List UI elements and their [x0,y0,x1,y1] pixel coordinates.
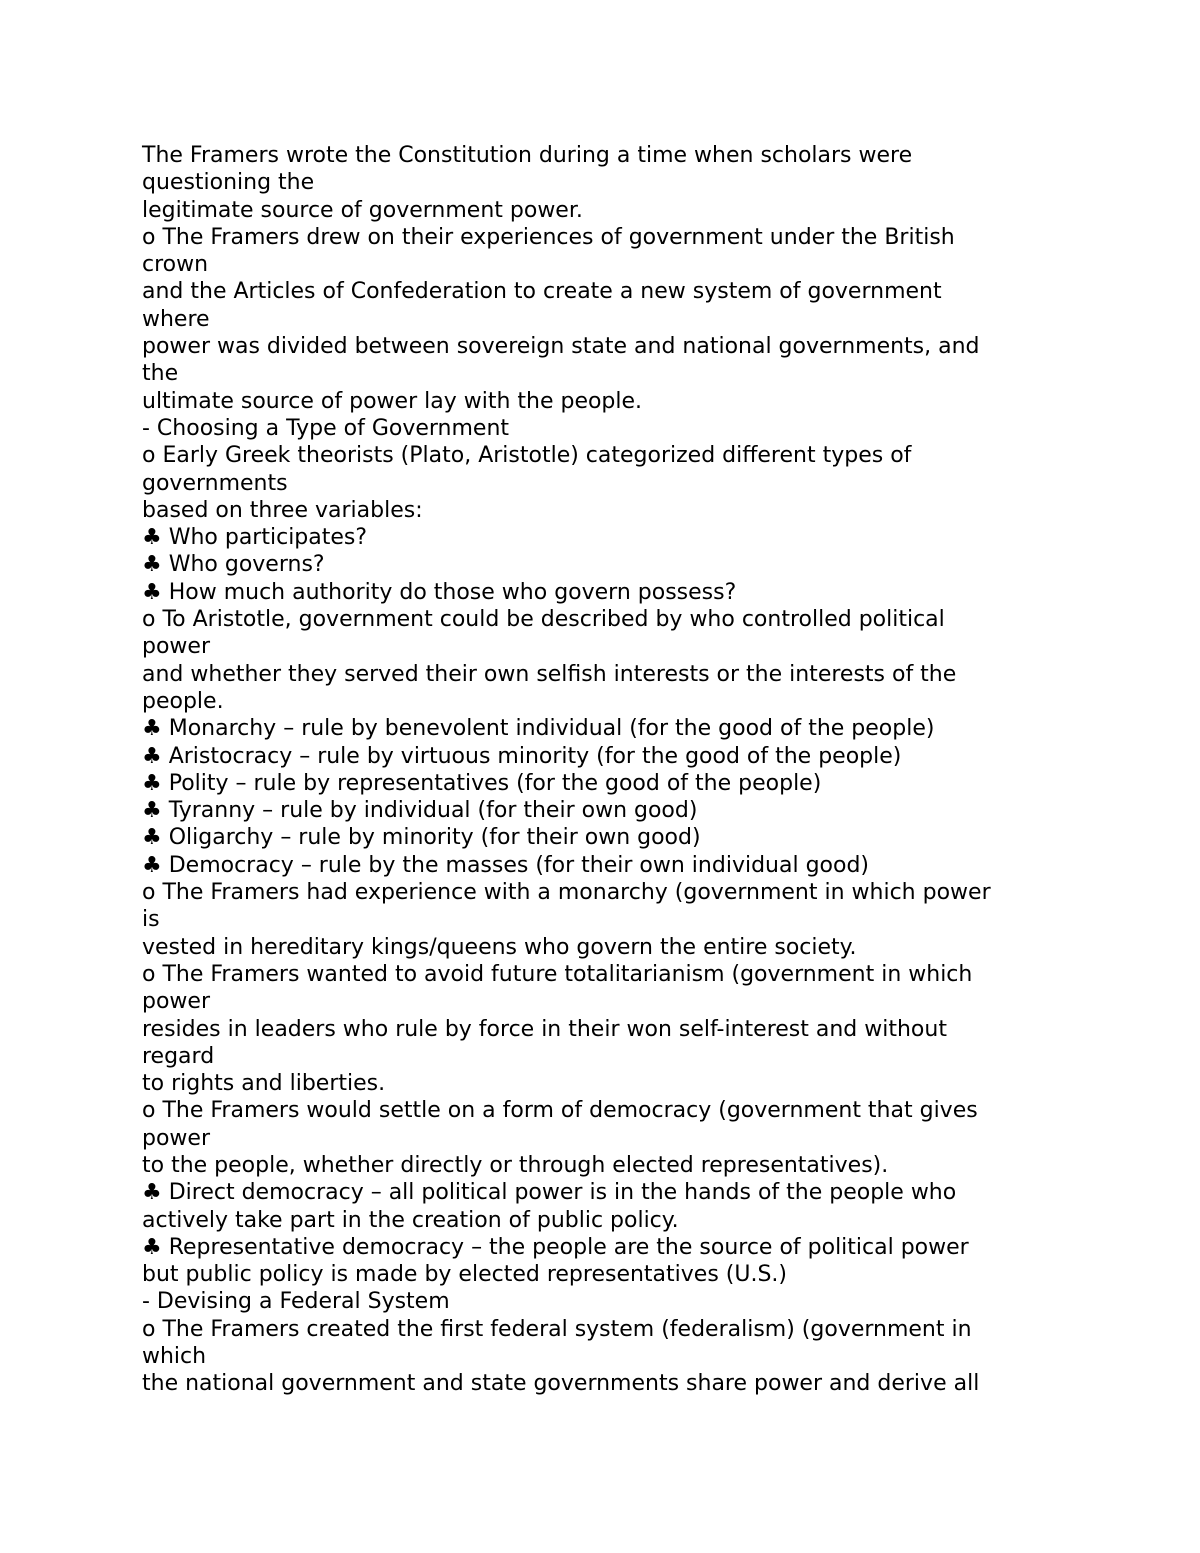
text-line: is [142,907,160,933]
text-line: the [142,361,179,387]
text-line: and the Articles of Confederation to create a new system of government [142,279,942,305]
text-line: people. [142,688,224,714]
text-line: governments [142,470,288,496]
text-line: ultimate source of power lay with the people. [142,388,643,414]
text-line: The Framers wrote the Constitution during a time when scholars were [142,143,913,168]
text-line: power [142,1125,210,1151]
text-line: actively take part in the creation of public policy. [142,1207,679,1233]
text-line: legitimate source of government power. [142,197,583,223]
bullet-item: ♣ Representative democracy – the people are the source of political power [142,1234,969,1260]
bullet-item: ♣ Tyranny – rule by individual (for their own good) [142,798,698,824]
text-line: and whether they served their own selfish interests or the interests of the [142,661,957,687]
text-line: o The Framers drew on their experiences of government under the British [142,224,955,250]
text-line: where [142,306,210,332]
text-line: o Early Greek theorists (Plato, Aristotle) categorized different types of [142,443,912,469]
text-line: crown [142,252,209,278]
text-line: but public policy is made by elected representatives (U.S.) [142,1262,787,1288]
text-line: resides in leaders who rule by force in their won self-interest and without [142,1016,947,1042]
text-line: questioning the [142,170,315,196]
bullet-item: ♣ Direct democracy – all political power is in the hands of the people who [142,1180,957,1206]
text-line: to the people, whether directly or through elected representatives). [142,1152,889,1178]
text-line: o The Framers wanted to avoid future totalitarianism (government in which [142,961,973,987]
bullet-item: ♣ Monarchy – rule by benevolent individual (for the good of the people) [142,716,935,742]
text-line: o The Framers would settle on a form of democracy (government that gives [142,1098,978,1124]
bullet-item: ♣ Who governs? [142,552,325,578]
text-line: regard [142,1043,215,1069]
text-line: the national government and state governments share power and derive all [142,1371,980,1397]
bullet-item: ♣ Democracy – rule by the masses (for their own individual good) [142,852,869,878]
text-line: based on three variables: [142,497,423,523]
text-line: power [142,989,210,1015]
bullet-item: ♣ Aristocracy – rule by virtuous minority (for the good of the people) [142,743,902,769]
bullet-item: ♣ How much authority do those who govern possess? [142,579,737,605]
section-heading: - Choosing a Type of Government [142,415,510,441]
bullet-item: ♣ Oligarchy – rule by minority (for their own good) [142,825,701,851]
text-line: o The Framers created the first federal system (federalism) (government in [142,1316,972,1342]
document-body [142,142,1062,1398]
section-heading: - Devising a Federal System [142,1289,450,1315]
text-line: vested in hereditary kings/queens who govern the entire society. [142,934,857,960]
text-line: o The Framers had experience with a monarchy (government in which power [142,880,991,906]
text-line: o To Aristotle, government could be described by who controlled political [142,607,945,633]
text-line: power was divided between sovereign state and national governments, and [142,334,980,360]
text-line: to rights and liberties. [142,1071,386,1097]
bullet-item: ♣ Who participates? [142,525,368,551]
bullet-item: ♣ Polity – rule by representatives (for the good of the people) [142,770,822,796]
text-line: power [142,634,210,660]
text-line: which [142,1344,207,1370]
